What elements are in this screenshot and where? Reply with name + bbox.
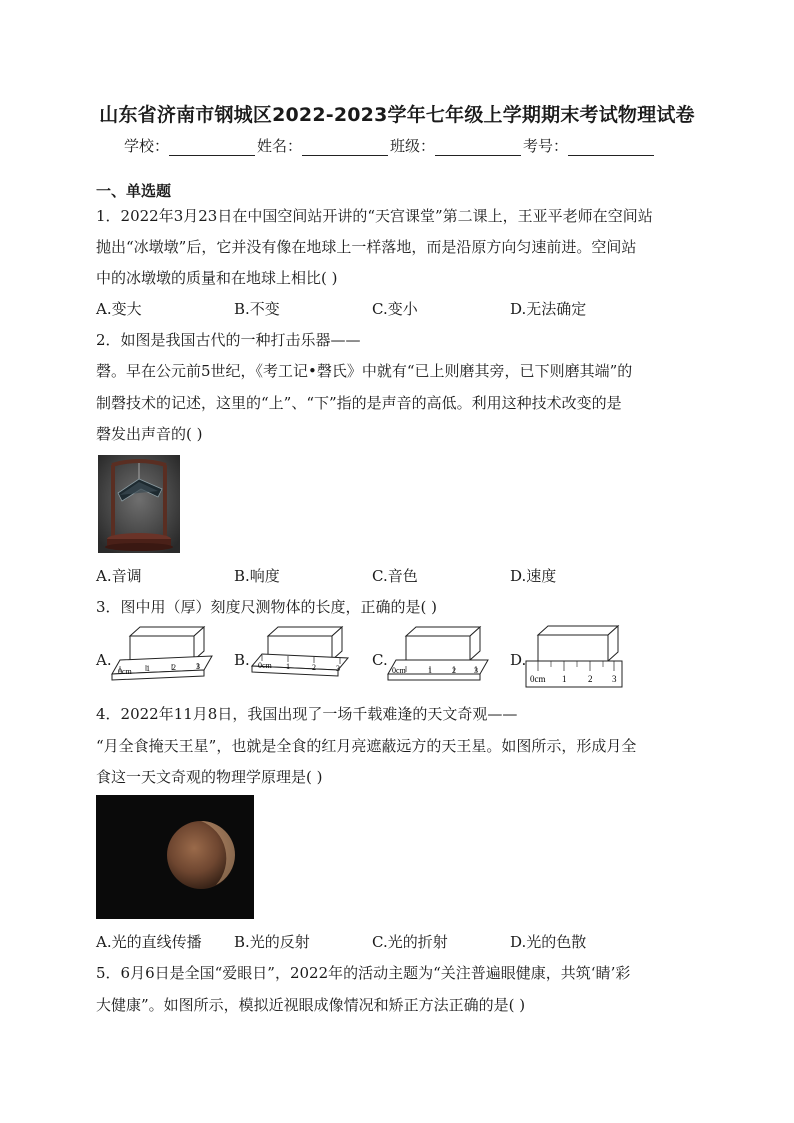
class-blank bbox=[435, 141, 521, 156]
student-info-line bbox=[124, 135, 656, 156]
ruler-label: 2 bbox=[312, 663, 316, 672]
q4-option-c: C.光的折射 bbox=[372, 933, 448, 951]
chime-stone-photo bbox=[98, 455, 180, 553]
q1-line: 抛出“冰墩墩”后，它并没有像在地球上一样落地，而是沿原方向匀速前进。空间站 bbox=[96, 238, 637, 256]
q1-line: 中的冰墩墩的质量和在地球上相比( ) bbox=[96, 269, 338, 287]
q4-line: 4．2022年11月8日，我国出现了一场千载难逢的天文奇观—— bbox=[96, 705, 518, 723]
section-heading: 一、单选题 bbox=[96, 182, 172, 200]
school-blank bbox=[169, 141, 255, 156]
q1-option-d: D.无法确定 bbox=[510, 300, 587, 318]
ruler-label: 0cm bbox=[118, 667, 132, 676]
ruler-label: 3 bbox=[336, 664, 340, 673]
lunar-eclipse-photo bbox=[96, 795, 254, 919]
ruler-label: 3 bbox=[196, 662, 200, 671]
name-blank bbox=[302, 141, 388, 156]
q2-option-d: D.速度 bbox=[510, 567, 557, 585]
name-label: 姓名： bbox=[257, 137, 303, 155]
q2-option-b: B.响度 bbox=[234, 567, 280, 585]
number-label: 考号： bbox=[523, 137, 569, 155]
q1-line: 1．2022年3月23日在中国空间站开讲的“天宫课堂”第二课上，王亚平老师在空间站 bbox=[96, 207, 653, 225]
ruler-figure-a bbox=[110, 626, 214, 690]
ruler-figure-d bbox=[524, 624, 628, 692]
ruler-label: 3 bbox=[612, 674, 617, 684]
q3-option-a: A. bbox=[96, 651, 112, 669]
ruler-label: 2 bbox=[172, 663, 176, 672]
ruler-label: 0cm bbox=[530, 674, 546, 684]
q2-option-a: A.音调 bbox=[96, 567, 142, 585]
q3-option-c: C. bbox=[372, 651, 388, 669]
q1-option-b: B.不变 bbox=[234, 300, 280, 318]
ruler-label: 0cm bbox=[392, 666, 406, 675]
q4-line: 食这一天文奇观的物理学原理是( ) bbox=[96, 768, 323, 786]
ruler-label: 3 bbox=[474, 666, 478, 675]
q4-option-d: D.光的色散 bbox=[510, 933, 587, 951]
q5-line: 大健康”。如图所示，模拟近视眼成像情况和矫正方法正确的是( ) bbox=[96, 996, 526, 1014]
ruler-figure-c bbox=[386, 626, 490, 690]
q4-line: “月全食掩天王星”，也就是全食的红月亮遮蔽远方的天王星。如图所示，形成月全 bbox=[96, 737, 637, 755]
ruler-label: 2 bbox=[588, 674, 593, 684]
ruler-label: 1 bbox=[562, 674, 567, 684]
q2-line: 磬。早在公元前5世纪，《考工记•磬氏》中就有“已上则磨其旁，已下则磨其端”的 bbox=[96, 362, 633, 380]
q4-option-b: B.光的反射 bbox=[234, 933, 310, 951]
ruler-label: 0cm bbox=[258, 661, 272, 670]
q4-option-a: A.光的直线传播 bbox=[96, 933, 202, 951]
q2-line: 磬发出声音的( ) bbox=[96, 425, 203, 443]
q3-option-d: D. bbox=[510, 651, 527, 669]
q1-option-a: A.变大 bbox=[96, 300, 142, 318]
school-label: 学校： bbox=[124, 137, 170, 155]
q3-option-b: B. bbox=[234, 651, 250, 669]
number-blank bbox=[568, 141, 654, 156]
ruler-figure-b bbox=[248, 626, 352, 690]
exam-title: 山东省济南市钢城区2022-2023学年七年级上学期期末考试物理试卷 bbox=[99, 104, 695, 126]
q2-line: 2．如图是我国古代的一种打击乐器—— bbox=[96, 331, 361, 349]
ruler-label: 2 bbox=[452, 666, 456, 675]
ruler-label: 1 bbox=[286, 662, 290, 671]
q3-line: 3．图中用（厚）刻度尺测物体的长度，正确的是( ) bbox=[96, 598, 438, 616]
class-label: 班级： bbox=[390, 137, 436, 155]
q1-option-c: C.变小 bbox=[372, 300, 418, 318]
q2-line: 制磬技术的记述，这里的“上”、“下”指的是声音的高低。利用这种技术改变的是 bbox=[96, 394, 622, 412]
q2-option-c: C.音色 bbox=[372, 567, 418, 585]
ruler-label: 1 bbox=[146, 664, 150, 673]
ruler-label: 1 bbox=[428, 666, 432, 675]
q5-line: 5．6月6日是全国“爱眼日”，2022年的活动主题为“关注普遍眼健康，共筑‘睛’彩 bbox=[96, 964, 631, 982]
